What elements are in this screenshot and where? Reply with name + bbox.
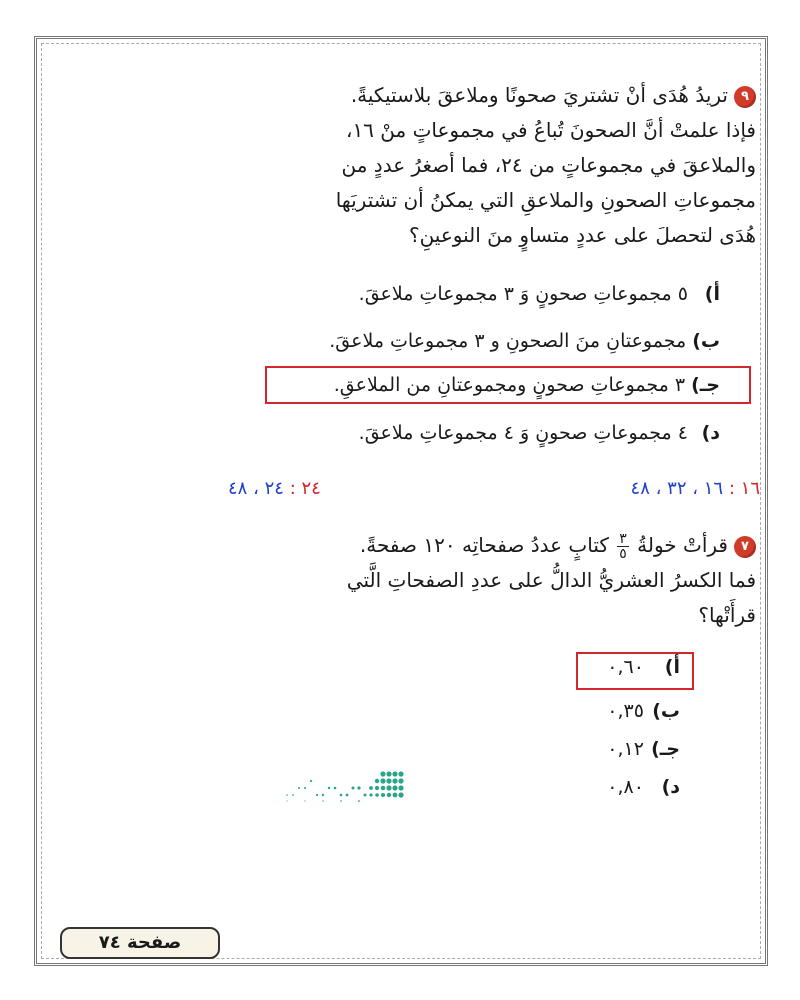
choice-letter: د) bbox=[661, 776, 680, 798]
choice-letter: جـ) bbox=[691, 374, 720, 396]
question-7-line-3: قرأَتْها؟ bbox=[698, 603, 756, 627]
q9-choice-a[interactable] bbox=[359, 279, 720, 309]
choice-text: ٣ مجموعاتِ صحونٍ ومجموعتانِ من الملاعقِ. bbox=[333, 374, 686, 396]
multiples-of-16 bbox=[631, 478, 760, 499]
page-number: ٧٤ bbox=[98, 932, 121, 953]
question-7-line-1 bbox=[236, 528, 756, 563]
calc-multiples: ١٦ ، ٣٢ ، ٤٨ bbox=[630, 478, 724, 499]
calc-label: ١٦ bbox=[740, 478, 760, 499]
question-number-badge: ٧ bbox=[734, 536, 756, 558]
q9-choice-d[interactable] bbox=[359, 418, 720, 448]
choice-value: ٠,١٢ bbox=[607, 738, 644, 760]
fraction bbox=[617, 532, 629, 561]
question-7 bbox=[236, 528, 756, 633]
question-9-text-1: تريدُ هُدَى أنْ تشتريَ صحونًا وملاعقَ بلاستيكيةً. bbox=[350, 83, 728, 107]
choice-text: ٥ مجموعاتِ صحونٍ وَ ٣ مجموعاتِ ملاعقَ. bbox=[358, 283, 688, 305]
calc-colon: : bbox=[728, 478, 735, 499]
choice-letter: أ) bbox=[704, 283, 720, 305]
choice-text: مجموعتانِ منَ الصحونِ و ٣ مجموعاتِ ملاعقَ. bbox=[329, 330, 687, 352]
q7-choice-c[interactable] bbox=[607, 738, 680, 760]
choice-letter: أ) bbox=[664, 656, 680, 678]
question-9-line-3: والملاعقَ في مجموعاتٍ من ٢٤، فما أصغرُ عددٍ من bbox=[341, 153, 756, 177]
question-9-line-2: فإذا علمتْ أنَّ الصحونَ تُباعُ في مجموعاتٍ منْ ١٦، bbox=[345, 118, 756, 142]
choice-letter: د) bbox=[701, 422, 720, 444]
page-label: صفحة bbox=[127, 932, 182, 953]
question-7-text-before: قرأتْ خولةُ bbox=[637, 533, 728, 557]
question-number-badge: ٩ bbox=[734, 86, 756, 108]
ministry-logo-icon bbox=[283, 770, 407, 806]
question-9-line-5: هُدَى لتحصلَ على عددٍ متساوٍ منَ النوعينِ؟ bbox=[408, 223, 756, 247]
choice-letter: ب) bbox=[692, 330, 720, 352]
calc-multiples: ٢٤ ، ٤٨ bbox=[228, 478, 284, 499]
q7-choice-d[interactable] bbox=[607, 776, 680, 798]
fraction-numerator: ٣ bbox=[619, 531, 627, 547]
choice-letter: جـ) bbox=[651, 738, 680, 760]
q9-choice-b[interactable] bbox=[329, 326, 720, 356]
question-9-line-1 bbox=[96, 78, 756, 113]
choice-letter: ب) bbox=[652, 700, 680, 722]
question-9-line-4: مجموعاتِ الصحونِ والملاعقِ التي يمكنُ أن تشتريَها bbox=[335, 188, 756, 212]
choice-value: ٠,٦٠ bbox=[607, 656, 644, 678]
choice-text: ٤ مجموعاتِ صحونٍ وَ ٤ مجموعاتِ ملاعقَ. bbox=[358, 422, 688, 444]
page-number-tab bbox=[60, 927, 220, 959]
multiples-of-24 bbox=[228, 478, 321, 499]
calc-colon: : bbox=[289, 478, 296, 499]
q7-choice-b[interactable] bbox=[607, 700, 680, 722]
question-7-text-after: كتابٍ عددُ صفحاتِه ١٢٠ صفحةً. bbox=[359, 533, 609, 557]
question-7-line-2: فما الكسرُ العشريُّ الدالُّ على عددِ الصفحاتِ الَّتي bbox=[346, 568, 756, 592]
question-9 bbox=[96, 78, 756, 253]
choice-value: ٠,٣٥ bbox=[607, 700, 644, 722]
q9-choice-c[interactable] bbox=[334, 370, 720, 400]
q7-choice-a[interactable] bbox=[607, 656, 680, 678]
choice-value: ٠,٨٠ bbox=[607, 776, 644, 798]
fraction-denominator: ٥ bbox=[619, 546, 627, 562]
calc-label: ٢٤ bbox=[301, 478, 321, 499]
